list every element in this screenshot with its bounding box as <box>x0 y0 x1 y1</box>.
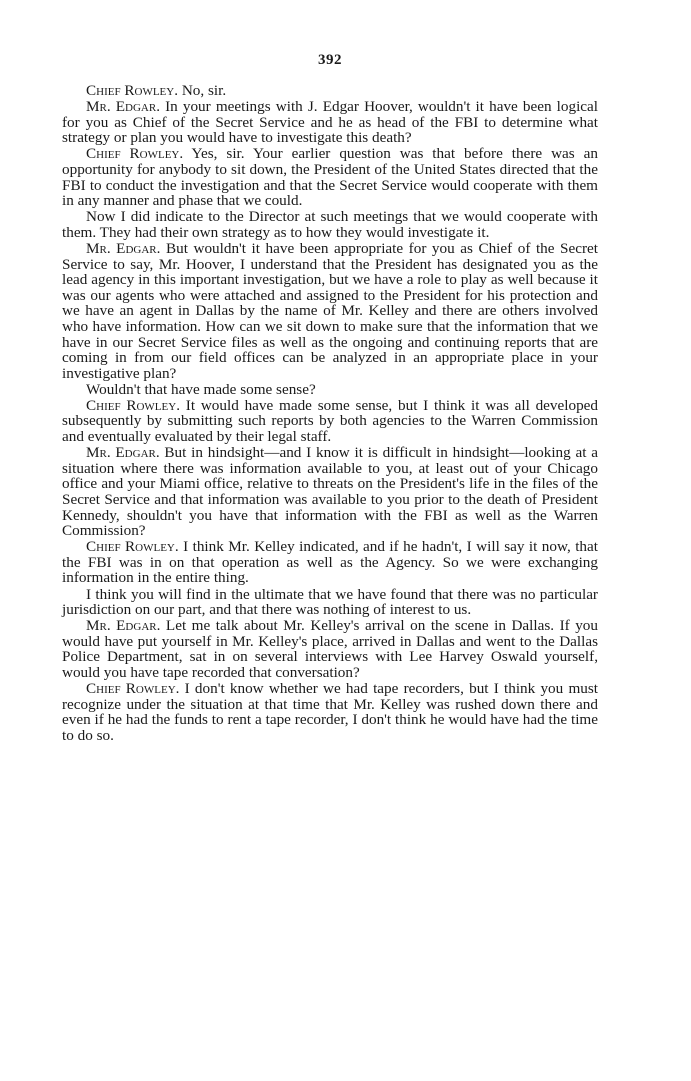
paragraph <box>62 241 598 381</box>
paragraph-text: Now I did indicate to the Director at such meetings that we would cooperate with them. They had their own strategy as to how they would investigate it. <box>62 208 598 241</box>
paragraph <box>62 445 598 539</box>
paragraph-text: No, sir. <box>178 82 227 99</box>
paragraph-text: Wouldn't that have made some sense? <box>86 380 316 398</box>
speaker-name: Chief Rowley. <box>86 82 179 99</box>
paragraph-text: I don't know whether we had tape recorders, but I think you must recognize under the situation at that time that Mr. Kelley was rushed down there and even if he had the funds to rent a tape recorder, I don't think he would have had the time to do so. <box>62 680 598 744</box>
paragraph <box>62 99 598 146</box>
speaker-name: Mr. Edgar. <box>86 239 161 257</box>
paragraph <box>62 209 598 240</box>
speaker-name: Chief Rowley. <box>86 396 180 414</box>
paragraph-text: It would have made some sense, but I think it was all developed subsequently by submitting such reports by both agencies to the Warren Commission and eventually evaluated by their legal staff. <box>62 396 599 446</box>
page-number: 392 <box>318 52 342 68</box>
paragraph-text: Let me talk about Mr. Kelley's arrival on the scene in Dallas. If you would have put yourself in Mr. Kelley's place, arrived in Dallas and went to the Dallas Police Department, sat in on several interviews with Lee Harvey Oswald yourself, would you have tape recorded that conversation? <box>62 617 598 681</box>
paragraph <box>62 681 598 743</box>
paragraph <box>62 146 598 208</box>
speaker-name: Mr. Edgar. <box>86 444 160 462</box>
speaker-name: Chief Rowley. <box>86 538 179 556</box>
paragraph-text: I think you will find in the ultimate that we have found that there was no particular jurisdiction on our part, and that there was nothing of interest to us. <box>62 585 598 619</box>
speaker-name: Mr. Edgar. <box>86 98 160 116</box>
paragraph <box>62 587 598 618</box>
paragraph-text: I think Mr. Kelley indicated, and if he hadn't, I will say it now, that the FBI was in on that operation as well as the Agency. So we were exchanging information in the entire thing. <box>62 538 598 587</box>
paragraph <box>62 398 598 445</box>
paragraph <box>62 618 598 680</box>
paragraph <box>62 539 598 586</box>
speaker-name: Chief Rowley. <box>86 145 184 163</box>
paragraph-text: Yes, sir. Your earlier question was that before there was an opportunity for anybody to sit down, the President of the United States directed that the FBI to conduct the investigation and that the Secret Service would cooperate with them in any manner and phase that we could. <box>62 145 598 210</box>
document-page <box>62 52 598 744</box>
paragraph <box>62 83 598 99</box>
speaker-name: Chief Rowley. <box>86 680 180 698</box>
paragraph-text: But wouldn't it have been appropriate for you as Chief of the Secret Service to say, Mr. Hoover, I understand that the President has designated you as the lead agency in this important investigation, but we have a role to play as well because it was our agents who were attached and assigned to the President for his protection and we have an agent in Dallas by the name of Mr. Kelley and there are others involved who have information. How can we sit down to make sure that the information that we have in our Secret Service files as well as the ongoing and continuing reports that are coming in from our field offices can be analyzed in an appropriate place in your investigative plan? <box>62 239 598 382</box>
speaker-name: Mr. Edgar. <box>86 617 161 635</box>
paragraph-text: In your meetings with J. Edgar Hoover, wouldn't it have been logical for you as Chief of the Secret Service and he as head of the FBI to determine what strategy or plan you would have to investigate this death? <box>62 98 598 147</box>
paragraph <box>62 382 598 398</box>
paragraph-text: But in hindsight—and I know it is difficult in hindsight—looking at a situation where there was information available to you, at least out of your Chicago office and your Miami office, relative to threats on the President's life in the files of the Secret Service and that information was available to you prior to the death of President Kennedy, shouldn't you have that information with the FBI as well as the Warren Commission? <box>62 444 598 540</box>
